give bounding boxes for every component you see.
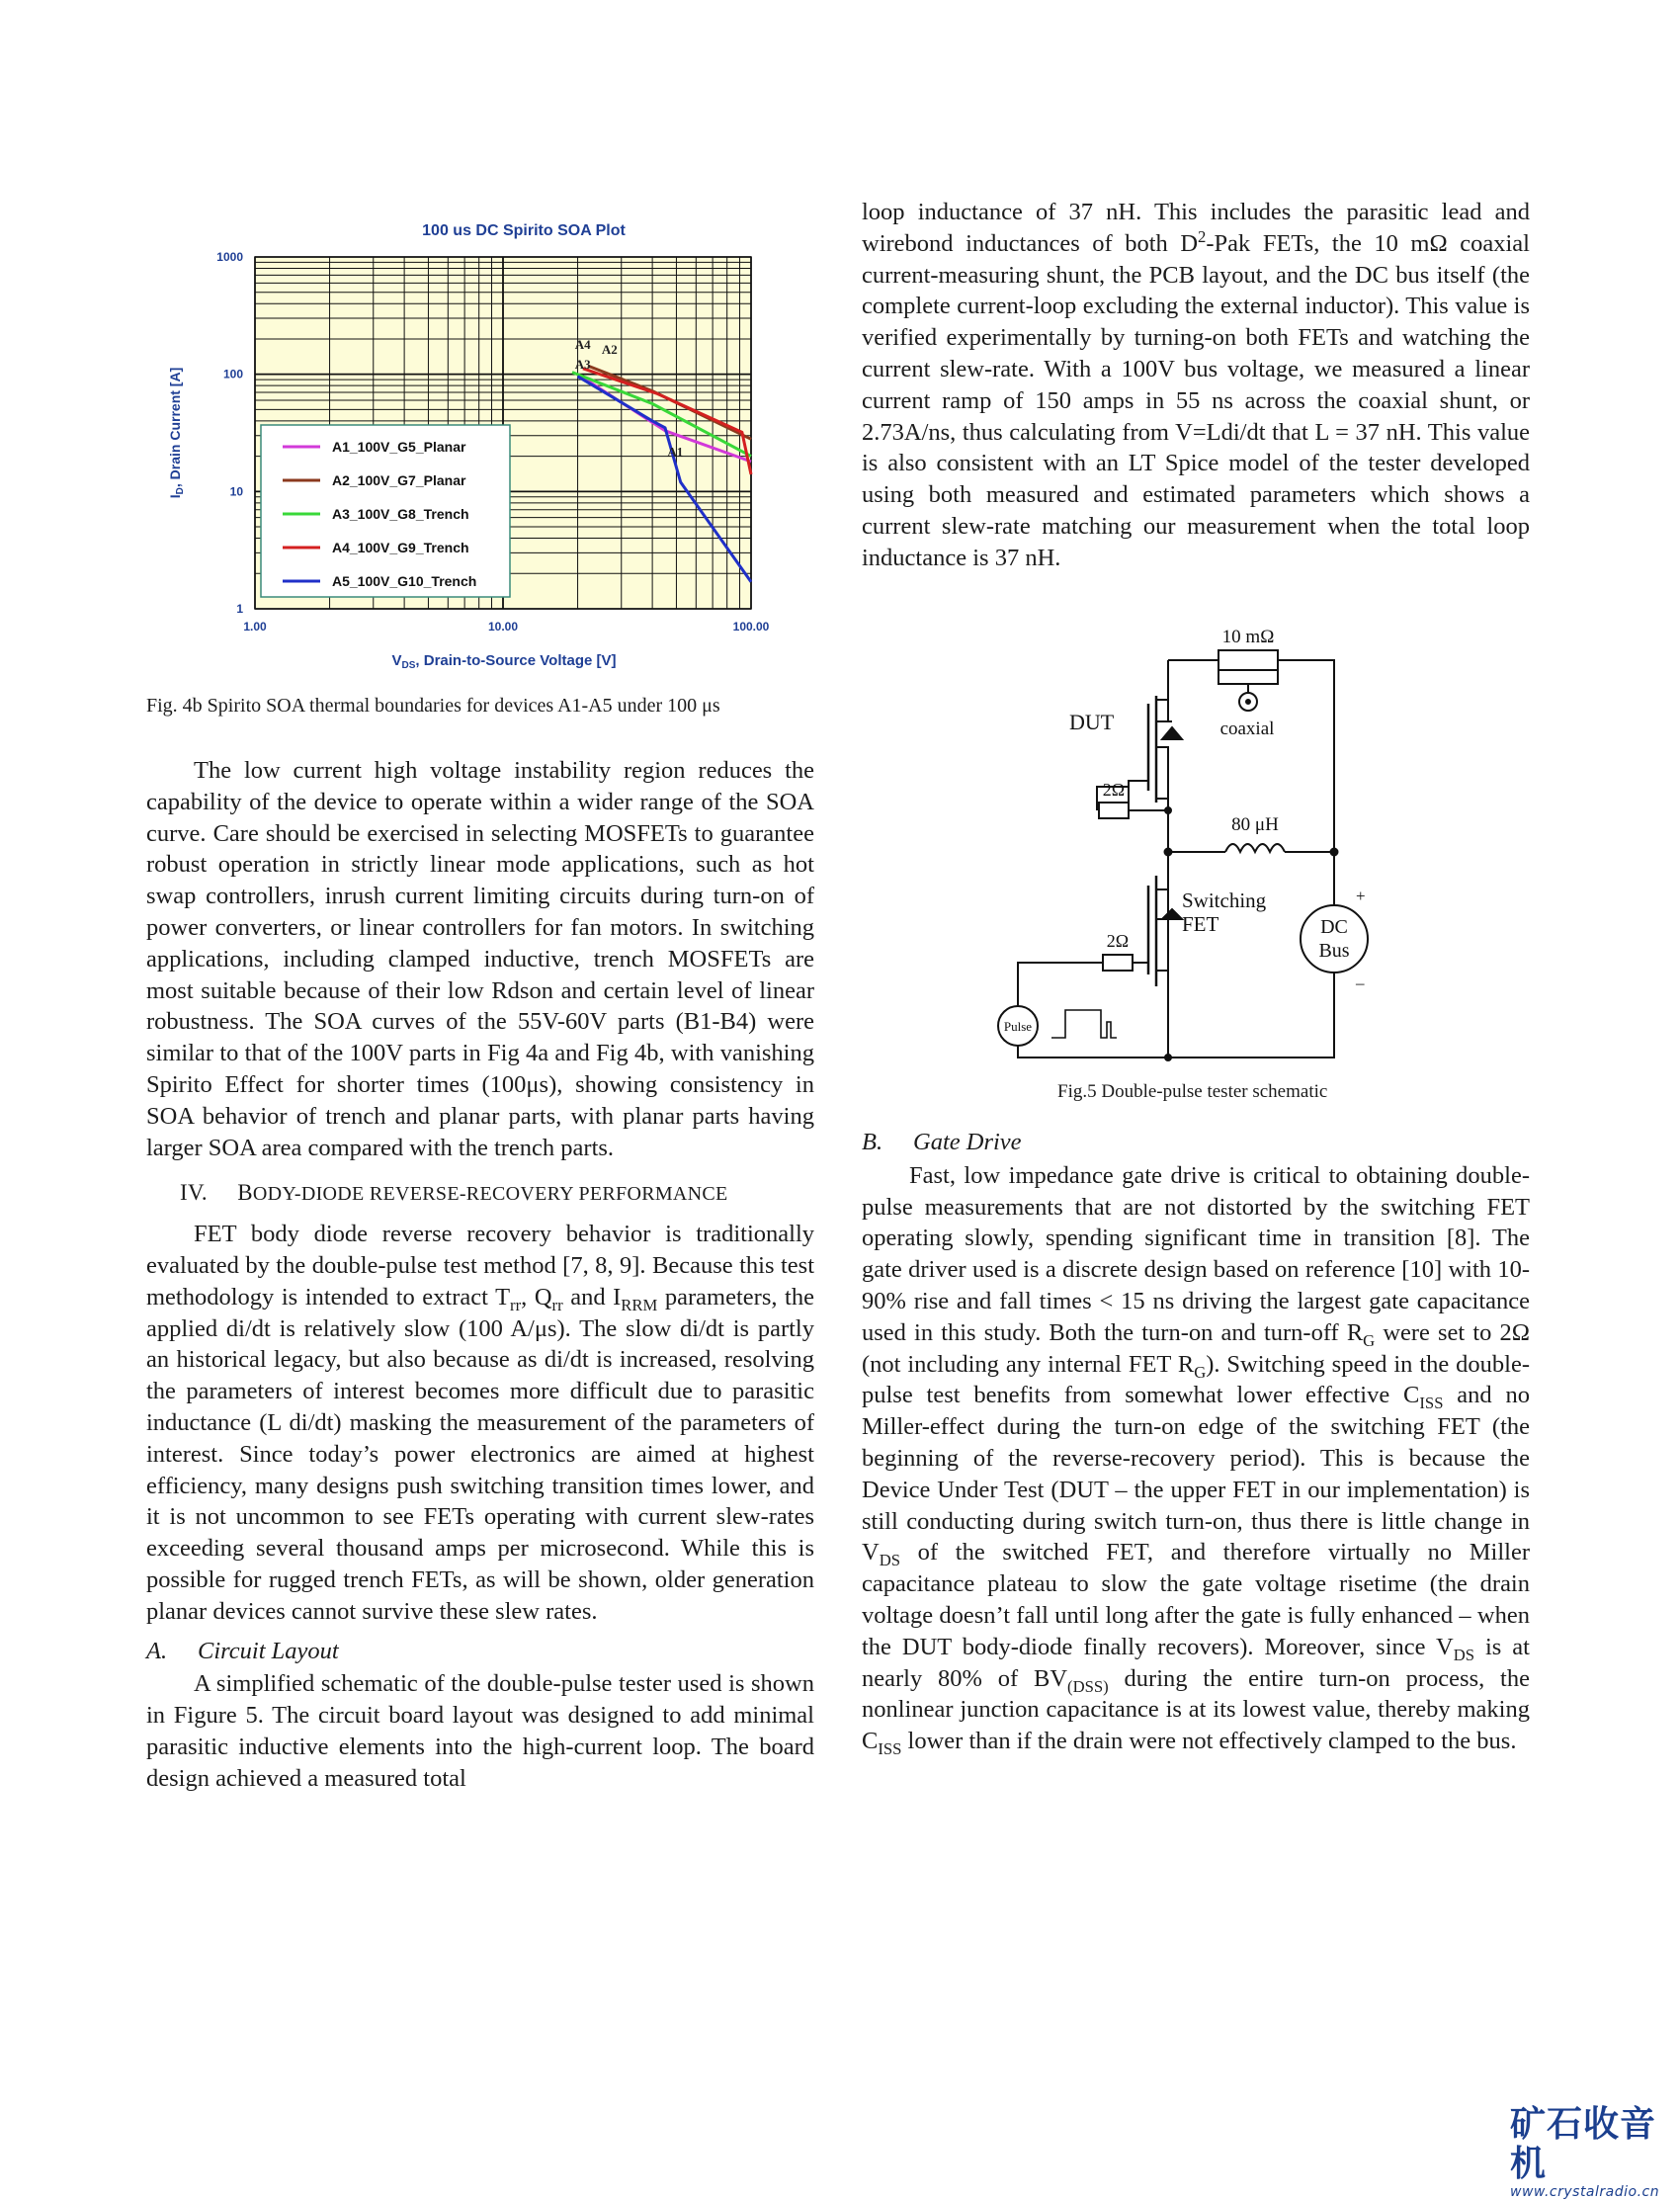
x-axis-label: $V_{DS}$, Drain-to-Source Voltage [V] [391, 652, 617, 671]
coaxial-label: coaxial [1219, 719, 1275, 739]
watermark [1510, 2104, 1678, 2200]
paragraph: FET body diode reverse recovery behavior is traditionally evaluated by the double-pulse test method [7, 8, 9]. Because this test methodology is intended to extract $T_{rr}$, $Q_{rr}$ and $I_{RRM}$ parameters, the applied di/dt is relatively slow (100 A/μs). The slow di/dt is partly an historical legacy, but also because as di/dt is increased, resolving the parameters of interest becomes more difficult due to parasitic inductance (L di/dt) masking the measurement of the parameters of interest. Since today’s power electronics are aimed at highest efficiency, many designs push switching transition times lower, and it is not uncommon to see FETs operating with current slew-rates exceeding several thousand amps per microsecond. While this is possible for rugged trench FETs, as will be shown, older generation planar devices cannot survive these slew rates. [146, 1221, 814, 1625]
dut-channel [1148, 696, 1156, 803]
legend-label: A3_100V_G8_Trench [332, 506, 469, 522]
double-pulse-schematic [988, 623, 1413, 1067]
node-dot-top-right [1165, 807, 1171, 813]
bus-label: Bus [1318, 940, 1350, 962]
inductor [1225, 844, 1285, 852]
coaxial-center [1246, 700, 1250, 704]
legend [261, 425, 510, 597]
subsection-heading: B. Gate Drive [862, 1129, 1022, 1155]
caption-text: Fig. 4b Spirito SOA thermal boundaries for devices A1-A5 under 100 [146, 695, 703, 717]
y-axis-label: $I_D$, Drain Current [A] [167, 367, 186, 499]
pulse-label: Pulse [1003, 1019, 1033, 1034]
switching-label: Switching [1182, 888, 1267, 912]
switch-drain-wire [1156, 852, 1168, 1038]
dut-label: DUT [1069, 710, 1115, 734]
annotation-A4: A4 [574, 336, 591, 352]
watermark-url: www.crystalradio.cn [1510, 2184, 1660, 2200]
fet-label: FET [1182, 912, 1219, 936]
paragraph: Fast, low impedance gate drive is critical to obtaining double-pulse measurements that are not distorted by the switching FET operating slowly, spending significant time in transition [8]. The gate driver used is a discrete design based on reference [10] with 10-90% rise and fall times < 15 ns driving the largest gate capacitance used in this study. Both the turn-on and turn-off $R_G$ were set to 2Ω (not including any internal FET $R_G$). Switching speed in the double-pulse test benefits from somewhat lower effective $C_{ISS}$ and no Miller-effect during the turn-on edge of the switching FET (the beginning of the reverse-recovery period). This is because the Device Under Test (DUT – the upper FET in our implementation) is still conducting during switch turn-on, thus there is little change in $V_{DS}$ of the switched FET, and therefore virtually no Miller capacitance plateau to slow the gate voltage risetime (the drain voltage doesn’t fall until long after the gate is fully enhanced – when the DUT body-diode finally recovers). Moreover, since $V_{DS}$ is at nearly 80% of $BV_{(DSS)}$ during the entire turn-on process, the nonlinear junction capacitance is at its lowest value, thereby making $C_{ISS}$ lower than if the drain were not effectively clamped to the bus. [862, 1161, 1530, 1759]
y-tick-label: 1 [236, 602, 243, 616]
plus-sign: + [1356, 887, 1366, 905]
y-tick-label: 10 [229, 484, 243, 499]
right-column-top [862, 197, 1530, 574]
pulse-waveform [1051, 1010, 1117, 1038]
y-tick-labels [216, 250, 243, 616]
left-column [146, 755, 814, 1795]
x-tick-label: 10.00 [487, 620, 519, 634]
paragraph: loop inductance of 37 nH. This includes the parasitic lead and wirebond inductances of both $D^2$-Pak FETs, the 10 mΩ coaxial current-measuring shunt, the PCB layout, and the DC bus itself (the complete current-loop excluding the external inductor). This value is verified experimentally by turning-on both FETs and watching the current slew-rate. With a 100V bus voltage, we measured a linear current ramp of 150 amps in 55 ns across the coaxial shunt, or 2.73A/ns, thus calculating from V=Ldi/dt that L = 37 nH. This value is also consistent with an LT Spice model of the tester developed using both measured and estimated parameters which shows a current slew-rate matching our measurement when the total loop inductance is 37 nH. [862, 199, 1530, 571]
shunt-label: 10 mΩ [1221, 627, 1275, 647]
paragraph: A simplified schematic of the double-pulse tester used is shown in Figure 5. The circuit board layout was designed to add minimal parasitic inductive elements into the high-current loop. The board design achieved a measured total [146, 1670, 814, 1792]
right-column-bottom [862, 1119, 1530, 1757]
soa-chart [158, 215, 791, 680]
legend-label: A4_100V_G9_Trench [332, 540, 469, 555]
switch-gate-resistor-label: 2Ω [1106, 931, 1130, 951]
x-tick-label: 1.00 [243, 620, 267, 634]
inductor-label: 80 μH [1231, 814, 1279, 835]
subsection-heading: A. Circuit Layout [146, 1637, 339, 1664]
figure-4b-caption [146, 694, 720, 718]
section-heading: IV. BODY-DIODE REVERSE-RECOVERY PERFORMANCE [180, 1180, 728, 1206]
dut-gate-resistor [1099, 803, 1129, 818]
minus-sign: – [1356, 973, 1365, 992]
y-tick-label: 1000 [216, 250, 243, 264]
switch-gate-resistor [1103, 955, 1133, 971]
annotation-A3: A3 [574, 356, 591, 372]
y-tick-label: 100 [222, 367, 243, 381]
switch-channel [1148, 876, 1156, 986]
annotation-A1: A1 [667, 444, 684, 460]
switch-diode [1162, 889, 1182, 971]
legend-label: A1_100V_G5_Planar [332, 439, 466, 455]
dut-gate-resistor-label: 2Ω [1102, 780, 1126, 800]
dut-diode [1156, 721, 1182, 739]
chart-title: 100 us DC Spirito SOA Plot [422, 222, 626, 239]
x-tick-labels [243, 620, 769, 634]
dut-drain-wire [1156, 660, 1168, 799]
annotation-A2: A2 [601, 341, 618, 357]
figure-5-caption: Fig.5 Double-pulse tester schematic [1057, 1081, 1328, 1102]
legend-label: A2_100V_G7_Planar [332, 472, 466, 488]
watermark-brand: 矿石收音机 [1510, 2104, 1657, 2184]
node-dot-bottom [1165, 1055, 1171, 1060]
x-tick-label: 100.00 [732, 620, 770, 634]
shunt-resistor [1218, 650, 1278, 670]
dc-label: DC [1320, 916, 1348, 938]
caption-unit: μs [702, 695, 720, 717]
legend-label: A5_100V_G10_Trench [332, 573, 477, 589]
paragraph: The low current high voltage instability region reduces the capability of the device to operate within a wider range of the SOA curve. Care should be exercised in selecting MOSFETs to guarantee robust operation in strictly linear mode applications, such as hot swap controllers, inrush current limiting circuits during turn-on of power converters, or linear controllers for fan motors. In switching applications, including clamped inductive, trench MOSFETs are most suitable because of their low Rdson and certain level of linear robustness. The SOA curves of the 55V-60V parts (B1-B4) were similar to that of the 100V parts in Fig 4a and Fig 4b, with vanishing Spirito Effect for shorter times (100μs), showing consistency in SOA behavior of trench and planar parts, with planar parts having larger SOA area compared with the trench parts. [146, 757, 814, 1161]
